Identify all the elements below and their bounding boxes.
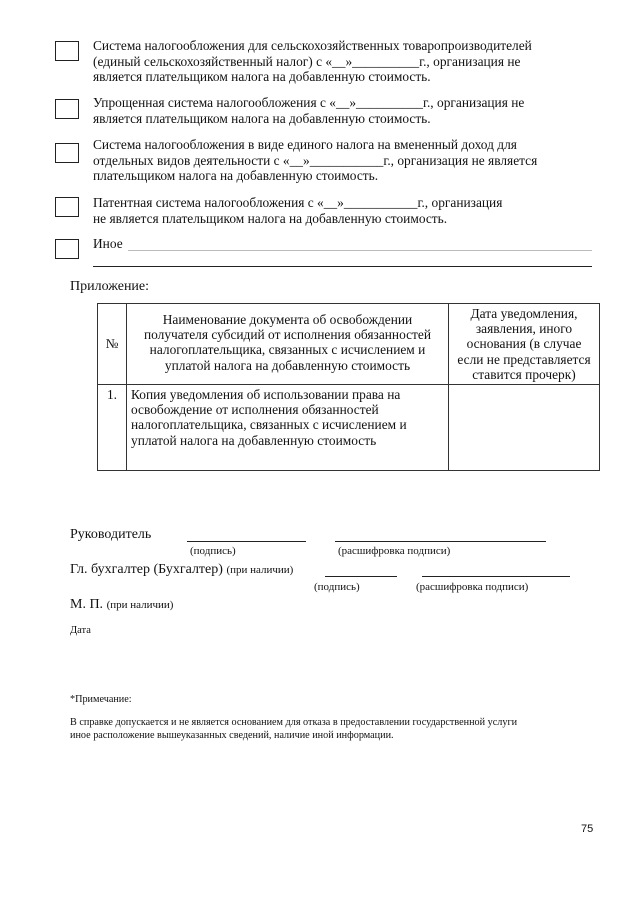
col-header-date: Дата уведомления, заявления, иного основания (в случае если не представляется ставится прочерк): [449, 304, 600, 385]
date-label: Дата: [70, 625, 91, 636]
table-row: [98, 385, 600, 471]
director-signature-line[interactable]: [187, 541, 306, 542]
accountant-decoding-line[interactable]: [422, 576, 570, 577]
accountant-note: (при наличии): [226, 564, 294, 576]
option-line: Система налогообложения в виде единого налога на вмененный доход для: [93, 137, 517, 152]
option-line: Упрощенная система налогообложения с «__»__________г., организация не: [93, 95, 525, 110]
option-line: Патентная система налогообложения с «__»___________г., организация: [93, 195, 503, 210]
option-line: отдельных видов деятельности с «__»___________г., организация не является: [93, 152, 538, 168]
appendix-table: [97, 303, 600, 471]
seal-row: [70, 597, 173, 613]
row-document-name: Копия уведомления об использовании права на освобождение от исполнения обязанностей налогоплательщика, связанных с исчислением и уплатой налога на добавленную стоимость: [127, 385, 449, 471]
note-line: иное расположение вышеуказанных сведений, наличие иной информации.: [70, 730, 394, 741]
col-header-document: Наименование документа об освобождении получателя субсидий от исполнения обязанностей налогоплательщика, связанных с исчислением и уплатой налога на добавленную стоимость: [127, 304, 449, 385]
accountant-row: [70, 562, 293, 578]
accountant-decoding-caption: (расшифровка подписи): [416, 581, 529, 593]
checkbox-imputed-income-tax[interactable]: [55, 143, 79, 163]
note-title: *Примечание:: [70, 694, 132, 705]
option-imputed-income-tax: [93, 137, 605, 184]
accountant-label: Гл. бухгалтер (Бухгалтер): [70, 562, 223, 577]
accountant-signature-line[interactable]: [325, 576, 397, 577]
director-signature-caption: (подпись): [190, 545, 236, 557]
option-line: Система налогообложения для сельскохозяйственных товаропроизводителей: [93, 38, 532, 53]
option-line: не является плательщиком налога на добавленную стоимость.: [93, 210, 448, 226]
note-text: [70, 716, 517, 742]
appendix-label: Приложение:: [70, 279, 150, 294]
checkbox-patent-system[interactable]: [55, 197, 79, 217]
accountant-signature-caption: (подпись): [314, 581, 360, 593]
option-other-label: Иное: [93, 236, 123, 251]
other-input-line-2[interactable]: [93, 266, 592, 267]
director-label: Руководитель: [70, 527, 152, 542]
option-line: (единый сельскохозяйственный налог) с «__»__________г., организация не: [93, 53, 521, 69]
option-line: плательщиком налога на добавленную стоимость.: [93, 168, 379, 183]
note-line: В справке допускается и не является основанием для отказа в предоставлении государственной услуги: [70, 717, 518, 728]
checkbox-agricultural-tax[interactable]: [55, 41, 79, 61]
table-header-row: [98, 304, 600, 385]
checkbox-other[interactable]: [55, 239, 79, 259]
row-date[interactable]: [449, 385, 600, 471]
director-decoding-line[interactable]: [335, 541, 546, 542]
page-number: 75: [581, 823, 594, 835]
option-agricultural-tax: [93, 38, 605, 85]
seal-label: М. П.: [70, 597, 104, 612]
option-line: является плательщиком налога на добавленную стоимость.: [93, 110, 431, 126]
row-number: 1.: [98, 385, 127, 471]
checkbox-simplified-tax[interactable]: [55, 99, 79, 119]
option-line: является плательщиком налога на добавленную стоимость.: [93, 69, 431, 84]
director-decoding-caption: (расшифровка подписи): [338, 545, 451, 557]
option-patent-system: [93, 195, 605, 226]
option-simplified-tax: [93, 95, 605, 126]
col-header-number: №: [98, 304, 127, 385]
other-input-line-1[interactable]: [128, 250, 592, 251]
seal-note: (при наличии): [106, 599, 174, 611]
